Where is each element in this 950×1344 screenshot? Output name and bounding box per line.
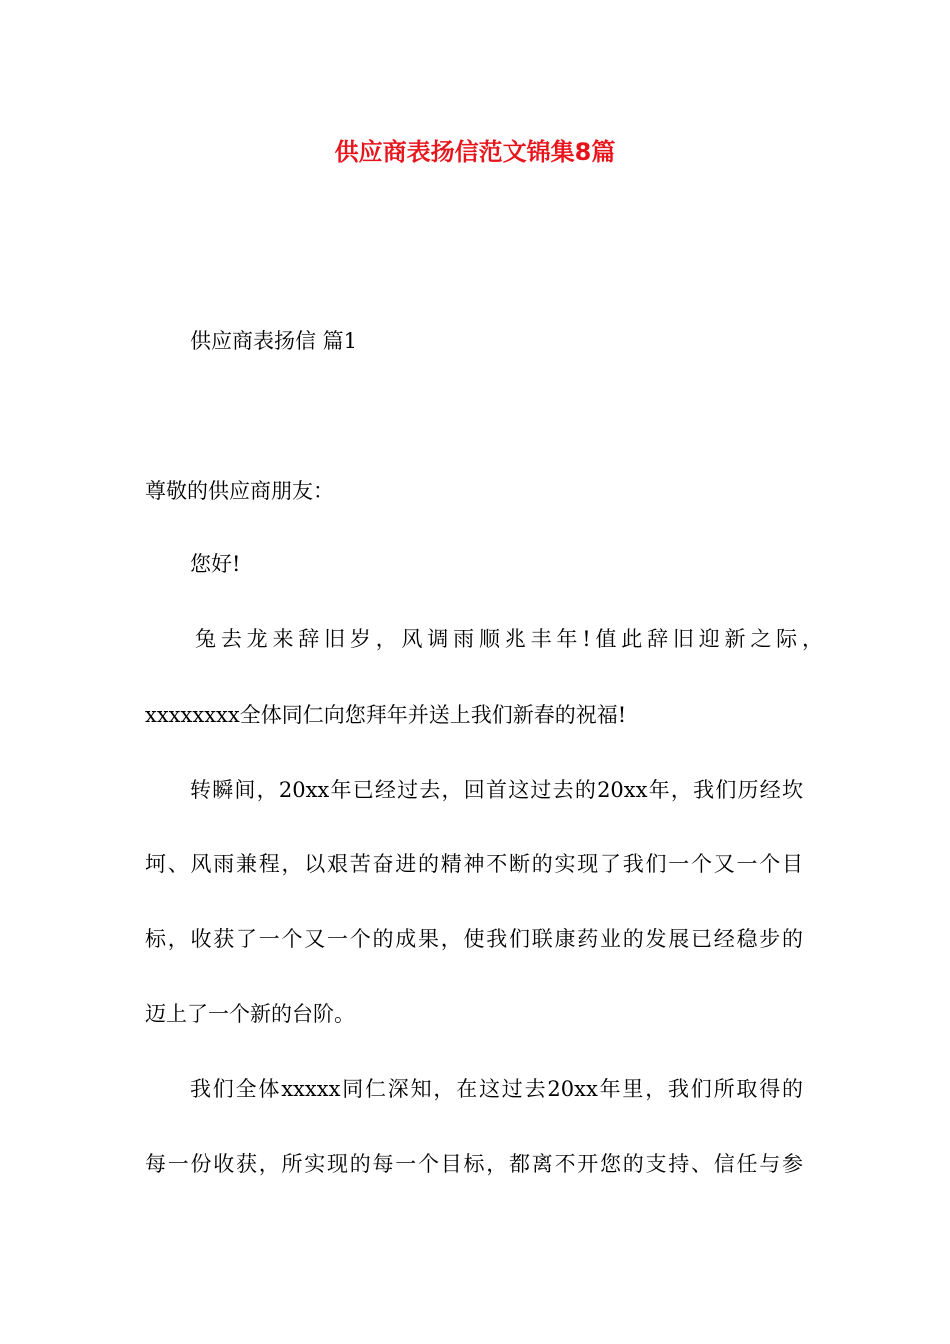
paragraph-line-1: 兔去龙来辞旧岁，风调雨顺兆丰年!值此辞旧迎新之际， — [195, 627, 823, 651]
greeting: 您好! — [190, 552, 241, 576]
document-title: 供应商表扬信范文锦集8篇 — [334, 138, 616, 166]
paragraph-line-5: 标，收获了一个又一个的成果，使我们联康药业的发展已经稳步的 — [145, 927, 803, 951]
paragraph-line-2: xxxxxxxx全体同仁向您拜年并送上我们新春的祝福! — [145, 703, 627, 727]
section-heading: 供应商表扬信 篇1 — [190, 329, 358, 353]
paragraph-line-6: 迈上了一个新的台阶。 — [145, 1002, 355, 1026]
paragraph-line-3: 转瞬间，20xx年已经过去，回首这过去的20xx年，我们历经坎 — [190, 778, 803, 802]
paragraph-line-4: 坷、风雨兼程，以艰苦奋进的精神不断的实现了我们一个又一个目 — [145, 852, 803, 876]
salutation: 尊敬的供应商朋友： — [145, 479, 334, 503]
paragraph-line-7: 我们全体xxxxx同仁深知，在这过去20xx年里，我们所取得的 — [190, 1077, 803, 1101]
paragraph-line-8: 每一份收获，所实现的每一个目标，都离不开您的支持、信任与参 — [145, 1152, 803, 1176]
